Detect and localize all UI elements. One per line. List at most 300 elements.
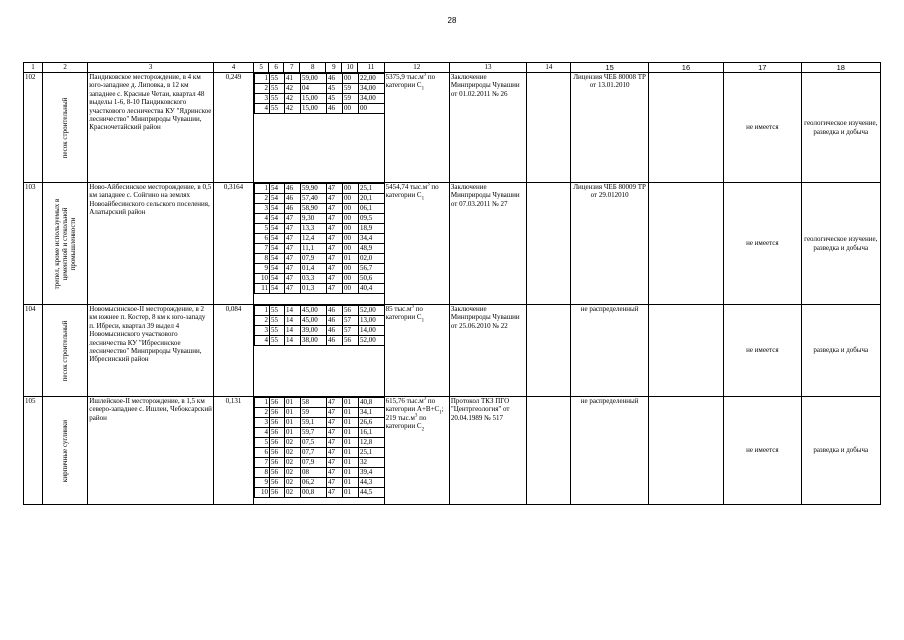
coordinate-point bbox=[255, 274, 385, 284]
coordinate-value-2: 54 bbox=[270, 214, 285, 224]
column-14 bbox=[527, 397, 571, 505]
coordinate-value-2: 56 bbox=[270, 478, 285, 488]
coordinate-value-7: 34,4 bbox=[359, 234, 385, 244]
coordinate-value-1: 4 bbox=[255, 428, 270, 438]
coordinate-value-1: 5 bbox=[255, 224, 270, 234]
coordinate-value-2: 54 bbox=[270, 274, 285, 284]
coordinate-point bbox=[255, 428, 385, 438]
coordinate-point bbox=[255, 336, 385, 346]
approval-document: Заключение Минприроды Чувашии от 25.06.2010 № 22 bbox=[449, 305, 526, 397]
coordinate-value-5: 47 bbox=[327, 214, 343, 224]
coordinate-point bbox=[255, 438, 385, 448]
coordinate-value-4: 59,00 bbox=[301, 74, 327, 84]
coordinate-value-1: 8 bbox=[255, 254, 270, 264]
coordinate-value-2: 54 bbox=[270, 254, 285, 264]
usage-purpose: разведка и добыча bbox=[801, 397, 881, 505]
coordinate-value-2: 54 bbox=[270, 204, 285, 214]
coordinate-value-4: 12,4 bbox=[301, 234, 327, 244]
coordinate-value-4: 57,40 bbox=[301, 194, 327, 204]
coordinate-value-5: 47 bbox=[327, 448, 343, 458]
coordinate-value-5: 47 bbox=[327, 184, 343, 194]
coordinate-value-2: 54 bbox=[270, 264, 285, 274]
coordinate-value-5: 47 bbox=[327, 224, 343, 234]
coordinate-value-1: 9 bbox=[255, 478, 270, 488]
coordinate-value-6: 59 bbox=[343, 84, 359, 94]
row-number: 104 bbox=[24, 305, 43, 397]
reserves-unit-power-2: 3 bbox=[414, 413, 418, 419]
coordinate-value-6: 00 bbox=[343, 74, 359, 84]
coordinate-value-4: 38,00 bbox=[301, 336, 327, 346]
coordinate-value-3: 46 bbox=[285, 184, 301, 194]
coordinate-value-2: 55 bbox=[270, 336, 285, 346]
column-17: не имеется bbox=[724, 397, 801, 505]
coordinate-value-4: 01,4 bbox=[301, 264, 327, 274]
coordinate-value-4: 59,1 bbox=[301, 418, 327, 428]
coordinate-value-3: 41 bbox=[285, 74, 301, 84]
coordinate-value-3: 42 bbox=[285, 104, 301, 114]
coordinate-value-3: 02 bbox=[285, 488, 301, 498]
mineral-type: трепел, кроме используемых в цементной и стекольной промышленности bbox=[53, 198, 78, 289]
coordinate-value-1: 3 bbox=[255, 326, 270, 336]
coordinate-value-5: 46 bbox=[327, 104, 343, 114]
coordinates-table bbox=[254, 183, 384, 294]
coordinate-value-7: 13,00 bbox=[359, 316, 385, 326]
column-header-7: 7 bbox=[284, 63, 300, 73]
deposit-row bbox=[24, 73, 881, 183]
coordinate-point bbox=[255, 418, 385, 428]
coordinate-value-3: 14 bbox=[285, 306, 301, 316]
coordinate-value-1: 7 bbox=[255, 244, 270, 254]
coordinate-value-3: 42 bbox=[285, 84, 301, 94]
coordinates-cell bbox=[254, 397, 385, 505]
coordinate-point bbox=[255, 478, 385, 488]
coordinate-point bbox=[255, 184, 385, 194]
column-header-1: 1 bbox=[24, 63, 43, 73]
coordinate-value-4: 07,7 bbox=[301, 448, 327, 458]
column-header-3: 3 bbox=[88, 63, 214, 73]
coordinate-value-7: 39,4 bbox=[359, 468, 385, 478]
coordinates-table bbox=[254, 397, 384, 498]
column-header-2: 2 bbox=[43, 63, 88, 73]
coordinate-value-4: 58 bbox=[301, 398, 327, 408]
coordinate-value-7: 34,00 bbox=[359, 84, 385, 94]
approval-document: Заключение Минприроды Чувашии от 07.03.2011 № 27 bbox=[449, 183, 526, 305]
coordinate-value-6: 01 bbox=[343, 478, 359, 488]
column-14 bbox=[527, 73, 571, 183]
coordinate-value-3: 47 bbox=[285, 274, 301, 284]
coordinate-value-2: 56 bbox=[270, 448, 285, 458]
coordinate-point bbox=[255, 488, 385, 498]
coordinate-value-2: 55 bbox=[270, 104, 285, 114]
coordinate-value-5: 47 bbox=[327, 234, 343, 244]
coordinate-point bbox=[255, 94, 385, 104]
coordinate-value-3: 14 bbox=[285, 326, 301, 336]
coordinate-value-6: 01 bbox=[343, 418, 359, 428]
deposit-area: 0,249 bbox=[213, 73, 253, 183]
coordinate-value-7: 52,00 bbox=[359, 306, 385, 316]
coordinate-value-2: 55 bbox=[270, 94, 285, 104]
coordinate-value-3: 01 bbox=[285, 428, 301, 438]
coordinate-value-5: 45 bbox=[327, 94, 343, 104]
coordinate-value-3: 46 bbox=[285, 204, 301, 214]
column-16 bbox=[648, 305, 723, 397]
coordinate-value-4: 07,5 bbox=[301, 438, 327, 448]
mineral-type-cell bbox=[43, 305, 88, 397]
coordinate-value-4: 59,7 bbox=[301, 428, 327, 438]
coordinate-value-3: 02 bbox=[285, 478, 301, 488]
column-14 bbox=[527, 305, 571, 397]
column-header-6: 6 bbox=[269, 63, 284, 73]
coordinate-value-1: 7 bbox=[255, 458, 270, 468]
coordinate-value-1: 3 bbox=[255, 94, 270, 104]
coordinate-value-3: 02 bbox=[285, 468, 301, 478]
coordinate-value-2: 56 bbox=[270, 408, 285, 418]
column-16 bbox=[648, 183, 723, 305]
license-status: не распределенный bbox=[571, 397, 648, 505]
coordinate-value-7: 40,8 bbox=[359, 398, 385, 408]
coordinate-value-4: 07,9 bbox=[301, 254, 327, 264]
coordinate-value-5: 47 bbox=[327, 408, 343, 418]
coordinate-point bbox=[255, 448, 385, 458]
coordinate-value-7: 26,6 bbox=[359, 418, 385, 428]
coordinate-value-1: 2 bbox=[255, 84, 270, 94]
coordinate-value-5: 47 bbox=[327, 204, 343, 214]
coordinate-value-1: 5 bbox=[255, 438, 270, 448]
coordinate-value-3: 47 bbox=[285, 214, 301, 224]
coordinate-value-6: 00 bbox=[343, 104, 359, 114]
column-header-18: 18 bbox=[801, 63, 881, 73]
coordinate-value-2: 55 bbox=[270, 84, 285, 94]
reserves-unit-power: 3 bbox=[423, 396, 427, 402]
deposits-table bbox=[23, 62, 881, 505]
coordinate-value-5: 47 bbox=[327, 254, 343, 264]
coordinate-value-3: 47 bbox=[285, 244, 301, 254]
mineral-type-cell bbox=[43, 183, 88, 305]
coordinate-value-6: 57 bbox=[343, 326, 359, 336]
coordinate-value-4: 58,90 bbox=[301, 204, 327, 214]
coordinate-value-2: 54 bbox=[270, 194, 285, 204]
coordinate-value-6: 00 bbox=[343, 244, 359, 254]
reserves: 85 $тыс.м^3$ по категории $С_1$ bbox=[384, 305, 449, 397]
coordinate-value-3: 46 bbox=[285, 194, 301, 204]
coordinate-value-2: 54 bbox=[270, 224, 285, 234]
coordinate-value-5: 47 bbox=[327, 438, 343, 448]
coordinate-value-3: 42 bbox=[285, 94, 301, 104]
row-number: 103 bbox=[24, 183, 43, 305]
coordinate-value-5: 47 bbox=[327, 284, 343, 294]
coordinate-point bbox=[255, 74, 385, 84]
coordinate-value-4: 04 bbox=[301, 84, 327, 94]
coordinate-value-5: 46 bbox=[327, 74, 343, 84]
coordinate-value-4: 45,00 bbox=[301, 316, 327, 326]
coordinate-value-4: 39,00 bbox=[301, 326, 327, 336]
coordinate-value-7: 06,1 bbox=[359, 204, 385, 214]
mineral-type-cell bbox=[43, 73, 88, 183]
coordinate-value-4: 01,3 bbox=[301, 284, 327, 294]
coordinate-value-4: 9,30 bbox=[301, 214, 327, 224]
coordinate-value-4: 07,9 bbox=[301, 458, 327, 468]
coordinate-value-7: 48,9 bbox=[359, 244, 385, 254]
coordinate-point bbox=[255, 264, 385, 274]
coordinate-value-5: 47 bbox=[327, 194, 343, 204]
coordinate-value-1: 8 bbox=[255, 468, 270, 478]
coordinate-value-1: 4 bbox=[255, 214, 270, 224]
deposit-row bbox=[24, 397, 881, 505]
coordinate-value-7: 32 bbox=[359, 458, 385, 468]
column-16 bbox=[648, 73, 723, 183]
coordinate-value-7: 12,8 bbox=[359, 438, 385, 448]
reserves-category-index-2: 2 bbox=[421, 427, 425, 433]
coordinate-point bbox=[255, 214, 385, 224]
mineral-type: кирпичные суглинки bbox=[61, 419, 70, 482]
coordinate-value-3: 47 bbox=[285, 234, 301, 244]
coordinate-value-4: 15,00 bbox=[301, 104, 327, 114]
coordinate-value-3: 47 bbox=[285, 224, 301, 234]
coordinate-value-7: 25,1 bbox=[359, 184, 385, 194]
coordinate-value-6: 56 bbox=[343, 336, 359, 346]
mineral-type: песок строительный bbox=[61, 97, 70, 158]
coordinate-value-1: 4 bbox=[255, 336, 270, 346]
coordinate-value-2: 54 bbox=[270, 234, 285, 244]
coordinate-value-2: 56 bbox=[270, 418, 285, 428]
coordinate-value-1: 1 bbox=[255, 306, 270, 316]
coordinates-cell bbox=[254, 305, 385, 397]
coordinate-value-6: 00 bbox=[343, 194, 359, 204]
coordinate-value-5: 47 bbox=[327, 274, 343, 284]
coordinate-value-1: 2 bbox=[255, 316, 270, 326]
coordinate-value-5: 46 bbox=[327, 316, 343, 326]
deposit-description: Пандиковское месторождение, в 4 км юго-западнее д. Липовка, в 12 км западнее с. Красные Четаи, квартал 48 выделы 1-6, 8-10 Пандиковского участкового лесничества КУ "Ядринское лесничество" Минприроды Чувашии, Красночетайский район bbox=[88, 73, 214, 183]
coordinate-value-1: 4 bbox=[255, 104, 270, 114]
mineral-type-cell bbox=[43, 397, 88, 505]
column-header-4: 4 bbox=[213, 63, 253, 73]
column-16 bbox=[648, 397, 723, 505]
coordinate-value-7: 44,5 bbox=[359, 488, 385, 498]
coordinate-point bbox=[255, 468, 385, 478]
coordinate-value-7: 40,4 bbox=[359, 284, 385, 294]
coordinate-value-2: 56 bbox=[270, 428, 285, 438]
approval-document: Заключение Минприроды Чувашии от 01.02.2011 № 26 bbox=[449, 73, 526, 183]
column-number-row bbox=[24, 63, 881, 73]
coordinate-value-5: 47 bbox=[327, 428, 343, 438]
coordinate-value-2: 56 bbox=[270, 458, 285, 468]
coordinate-value-4: 13,3 bbox=[301, 224, 327, 234]
coordinate-value-3: 01 bbox=[285, 398, 301, 408]
row-number: 102 bbox=[24, 73, 43, 183]
coordinate-point bbox=[255, 254, 385, 264]
deposit-description: Ишлейское-II месторождение, в 1,5 км северо-западнее с. Ишлеи, Чебоксарский район bbox=[88, 397, 214, 505]
coordinate-value-7: 44,3 bbox=[359, 478, 385, 488]
coordinate-point bbox=[255, 408, 385, 418]
coordinate-value-6: 00 bbox=[343, 274, 359, 284]
coordinate-value-5: 47 bbox=[327, 244, 343, 254]
coordinate-value-5: 46 bbox=[327, 326, 343, 336]
coordinate-value-4: 11,1 bbox=[301, 244, 327, 254]
coordinate-value-3: 02 bbox=[285, 458, 301, 468]
coordinate-value-7: 14,00 bbox=[359, 326, 385, 336]
coordinate-value-3: 47 bbox=[285, 284, 301, 294]
coordinate-value-1: 6 bbox=[255, 234, 270, 244]
column-header-13: 13 bbox=[449, 63, 526, 73]
column-header-14: 14 bbox=[527, 63, 571, 73]
coordinate-value-6: 00 bbox=[343, 284, 359, 294]
coordinate-value-3: 01 bbox=[285, 418, 301, 428]
coordinate-value-2: 55 bbox=[270, 326, 285, 336]
coordinate-point bbox=[255, 194, 385, 204]
reserves-category-index: 1 bbox=[421, 86, 425, 92]
coordinate-value-3: 14 bbox=[285, 316, 301, 326]
coordinate-value-7: 56,7 bbox=[359, 264, 385, 274]
coordinate-value-3: 02 bbox=[285, 448, 301, 458]
deposit-row bbox=[24, 305, 881, 397]
coordinate-value-6: 01 bbox=[343, 458, 359, 468]
coordinate-value-6: 00 bbox=[343, 234, 359, 244]
coordinate-value-1: 10 bbox=[255, 488, 270, 498]
coordinate-value-3: 02 bbox=[285, 438, 301, 448]
usage-purpose: разведка и добыча bbox=[801, 305, 881, 397]
coordinate-point bbox=[255, 234, 385, 244]
coordinate-point bbox=[255, 244, 385, 254]
coordinate-point bbox=[255, 84, 385, 94]
coordinate-value-7: 18,9 bbox=[359, 224, 385, 234]
usage-purpose: геологическое изучение, разведка и добыча bbox=[801, 73, 881, 183]
coordinate-value-5: 47 bbox=[327, 478, 343, 488]
coordinate-value-4: 59 bbox=[301, 408, 327, 418]
coordinate-value-2: 55 bbox=[270, 74, 285, 84]
coordinate-value-6: 00 bbox=[343, 264, 359, 274]
coordinate-value-2: 56 bbox=[270, 398, 285, 408]
coordinate-value-5: 47 bbox=[327, 458, 343, 468]
coordinate-value-6: 01 bbox=[343, 254, 359, 264]
coordinate-value-7: 20,1 bbox=[359, 194, 385, 204]
coordinate-value-3: 14 bbox=[285, 336, 301, 346]
coordinate-value-5: 46 bbox=[327, 306, 343, 316]
reserves-unit-power: 3 bbox=[411, 304, 414, 310]
coordinate-point bbox=[255, 204, 385, 214]
reserves-unit-power: 3 bbox=[427, 182, 430, 188]
column-header-15: 15 bbox=[571, 63, 648, 73]
usage-purpose: геологическое изучение, разведка и добыча bbox=[801, 183, 881, 305]
coordinate-value-5: 47 bbox=[327, 468, 343, 478]
coordinate-point bbox=[255, 224, 385, 234]
coordinate-value-5: 47 bbox=[327, 488, 343, 498]
mineral-type: песок строительный bbox=[61, 320, 70, 381]
coordinate-value-3: 47 bbox=[285, 254, 301, 264]
coordinate-point bbox=[255, 306, 385, 316]
coordinate-value-7: 00 bbox=[359, 104, 385, 114]
license-status: Лицензия ЧЕБ 80009 ТР от 29.012010 bbox=[571, 183, 648, 305]
coordinate-value-6: 01 bbox=[343, 428, 359, 438]
coordinate-value-6: 01 bbox=[343, 468, 359, 478]
deposit-row bbox=[24, 183, 881, 305]
coordinate-value-6: 59 bbox=[343, 94, 359, 104]
coordinate-point bbox=[255, 326, 385, 336]
coordinate-value-1: 1 bbox=[255, 398, 270, 408]
coordinate-value-2: 56 bbox=[270, 468, 285, 478]
coordinate-value-6: 00 bbox=[343, 184, 359, 194]
coordinate-value-2: 55 bbox=[270, 306, 285, 316]
coordinate-point bbox=[255, 104, 385, 114]
coordinate-value-1: 11 bbox=[255, 284, 270, 294]
coordinate-value-4: 00,8 bbox=[301, 488, 327, 498]
coordinate-point bbox=[255, 316, 385, 326]
coordinate-value-6: 00 bbox=[343, 214, 359, 224]
coordinate-value-2: 54 bbox=[270, 284, 285, 294]
coordinate-value-7: 09,5 bbox=[359, 214, 385, 224]
coordinate-value-7: 02,0 bbox=[359, 254, 385, 264]
coordinate-value-5: 45 bbox=[327, 84, 343, 94]
coordinate-value-2: 54 bbox=[270, 244, 285, 254]
coordinate-value-1: 2 bbox=[255, 408, 270, 418]
column-header-12: 12 bbox=[384, 63, 449, 73]
coordinate-value-5: 47 bbox=[327, 418, 343, 428]
coordinate-value-5: 47 bbox=[327, 264, 343, 274]
coordinate-value-4: 03,3 bbox=[301, 274, 327, 284]
coordinate-value-7: 25,1 bbox=[359, 448, 385, 458]
coordinate-value-7: 16,1 bbox=[359, 428, 385, 438]
coordinate-value-1: 1 bbox=[255, 74, 270, 84]
coordinate-value-5: 46 bbox=[327, 336, 343, 346]
coordinate-point bbox=[255, 398, 385, 408]
coordinate-value-6: 01 bbox=[343, 488, 359, 498]
coordinate-value-6: 57 bbox=[343, 316, 359, 326]
coordinate-value-1: 1 bbox=[255, 184, 270, 194]
deposit-description: Ново-Айбесинское месторождение, в 0,5 км западнее с. Сойгино на землях Новоайбесинского сельского поселения, Алатырский район bbox=[88, 183, 214, 305]
coordinate-value-7: 22,00 bbox=[359, 74, 385, 84]
coordinate-value-4: 06,2 bbox=[301, 478, 327, 488]
column-17: не имеется bbox=[724, 73, 801, 183]
license-status: не распределенный bbox=[571, 305, 648, 397]
coordinate-value-7: 34,1 bbox=[359, 408, 385, 418]
column-header-9: 9 bbox=[326, 63, 342, 73]
column-header-8: 8 bbox=[300, 63, 326, 73]
coordinate-value-2: 56 bbox=[270, 438, 285, 448]
coordinate-value-6: 01 bbox=[343, 398, 359, 408]
coordinates-table bbox=[254, 73, 384, 114]
coordinate-value-1: 2 bbox=[255, 194, 270, 204]
reserves-category-index: 1 bbox=[421, 196, 425, 202]
coordinate-value-7: 34,00 bbox=[359, 94, 385, 104]
coordinates-table bbox=[254, 305, 384, 346]
column-header-5: 5 bbox=[254, 63, 269, 73]
reserves: 615,76 $тыс.м^3$ по категории $А+В+С_1$; 219 $тыс.м^3$ по категории $С_2$ bbox=[384, 397, 449, 505]
column-header-17: 17 bbox=[724, 63, 801, 73]
coordinate-value-7: 52,00 bbox=[359, 336, 385, 346]
license-status: Лицензия ЧЕБ 80008 ТР от 13.01.2010 bbox=[571, 73, 648, 183]
deposit-area: 0,3164 bbox=[213, 183, 253, 305]
reserves: 5375,9 $тыс.м^3$ по категории $С_1$ bbox=[384, 73, 449, 183]
reserves-category-index: 1 bbox=[439, 410, 442, 416]
coordinate-value-5: 47 bbox=[327, 398, 343, 408]
coordinate-value-1: 3 bbox=[255, 418, 270, 428]
column-14 bbox=[527, 183, 571, 305]
coordinate-value-4: 08 bbox=[301, 468, 327, 478]
row-number: 105 bbox=[24, 397, 43, 505]
coordinate-value-6: 01 bbox=[343, 438, 359, 448]
column-header-11: 11 bbox=[358, 63, 384, 73]
coordinate-value-4: 59,90 bbox=[301, 184, 327, 194]
coordinate-value-6: 01 bbox=[343, 408, 359, 418]
coordinate-value-2: 54 bbox=[270, 184, 285, 194]
coordinates-cell bbox=[254, 183, 385, 305]
coordinate-value-4: 15,00 bbox=[301, 94, 327, 104]
column-header-10: 10 bbox=[342, 63, 358, 73]
column-17: не имеется bbox=[724, 305, 801, 397]
coordinate-value-3: 47 bbox=[285, 264, 301, 274]
reserves-category-index: 1 bbox=[421, 318, 425, 324]
coordinates-cell bbox=[254, 73, 385, 183]
coordinate-value-1: 10 bbox=[255, 274, 270, 284]
